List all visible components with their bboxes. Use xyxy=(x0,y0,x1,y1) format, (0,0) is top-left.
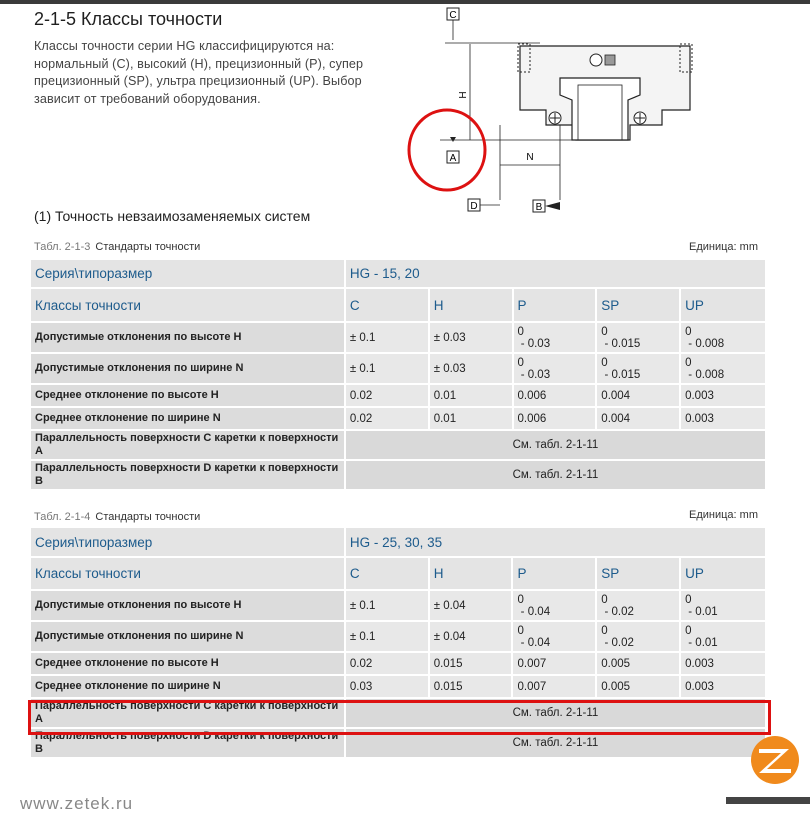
cell: 0 - 0.008 xyxy=(681,323,765,352)
cell: 0.015 xyxy=(430,653,512,674)
cell: ± 0.1 xyxy=(346,354,428,383)
cell: 0.004 xyxy=(597,385,679,406)
row-label: Среднее отклонение по ширине N xyxy=(31,408,344,429)
cell: 0.01 xyxy=(430,408,512,429)
cell: 0 - 0.03 xyxy=(514,354,596,383)
table-caption xyxy=(34,241,200,253)
cell: 0.007 xyxy=(513,653,595,674)
cell: 0 - 0.015 xyxy=(597,323,679,352)
rail-outline xyxy=(560,78,640,140)
diagram-label-n: N xyxy=(526,152,534,163)
cell: 0 - 0.01 xyxy=(681,591,765,620)
subsection-heading: (1) Точность невзаимозаменяемых систем xyxy=(34,208,311,224)
logo-bar xyxy=(726,797,810,804)
section-heading: 2-1-5 Классы точности xyxy=(34,9,223,29)
cell: 0.003 xyxy=(681,408,765,429)
table-caption-title: Стандарты точности xyxy=(95,241,201,253)
row-label: Параллельность поверхности C каретки к поверхности A xyxy=(31,699,344,727)
row-label: Среднее отклонение по ширине N xyxy=(31,676,344,697)
table-row xyxy=(31,622,765,651)
table-row xyxy=(31,323,765,352)
row-label: Допустимые отклонения по ширине N xyxy=(31,354,344,383)
row-label: Параллельность поверхности D каретки к поверхности B xyxy=(31,729,344,757)
series-header: Серия\типоразмер xyxy=(31,528,344,556)
unit-label: Единица: mm xyxy=(689,241,758,253)
class-p: P xyxy=(514,289,596,321)
cell: 0 - 0.01 xyxy=(681,622,765,651)
cell: 0.005 xyxy=(597,676,679,697)
class-c: C xyxy=(346,289,428,321)
intro-text: Классы точности серии HG классифицируются на: нормальный (C), высокий (H), прецизионный (P), супер прецизионный (SP), ультра прецизионный (UP). Выбор зависит от требований оборудования. xyxy=(34,39,364,106)
cell: 0 - 0.04 xyxy=(513,622,595,651)
class-sp: SP xyxy=(597,289,679,321)
class-sp: SP xyxy=(597,558,679,589)
classes-header: Классы точности xyxy=(31,558,344,589)
merged-cell: См. табл. 2-1-11 xyxy=(346,699,765,727)
row-label: Допустимые отклонения по высоте H xyxy=(31,591,344,620)
cell: 0.02 xyxy=(346,408,428,429)
unit-label: Единица: mm xyxy=(689,509,758,521)
table-caption xyxy=(34,511,200,523)
cell: 0.015 xyxy=(430,676,512,697)
row-label: Допустимые отклонения по ширине N xyxy=(31,622,344,651)
class-up: UP xyxy=(681,558,765,589)
series-header: Серия\типоразмер xyxy=(31,260,344,287)
table-caption-label: Табл. 2-1-3 xyxy=(34,241,91,253)
cell: 0 - 0.04 xyxy=(513,591,595,620)
table-row xyxy=(31,385,765,406)
table-caption-label: Табл. 2-1-4 xyxy=(34,511,91,523)
cell: 0.004 xyxy=(597,408,679,429)
cell: 0.003 xyxy=(681,385,765,406)
cell: 0.03 xyxy=(346,676,428,697)
table-row xyxy=(31,408,765,429)
svg-text:H: H xyxy=(458,91,469,99)
table-caption-title: Стандарты точности xyxy=(95,511,201,523)
diagram-label-b: B xyxy=(535,202,543,213)
cell: 0 - 0.02 xyxy=(597,591,679,620)
guide-block-diagram xyxy=(400,0,710,220)
cell: ± 0.04 xyxy=(430,622,512,651)
accuracy-table-1 xyxy=(29,258,767,491)
table-row xyxy=(31,461,765,489)
diagram-label-a: A xyxy=(449,153,457,164)
cell: 0 - 0.015 xyxy=(597,354,679,383)
class-h: H xyxy=(430,558,512,589)
cell: ± 0.04 xyxy=(430,591,512,620)
merged-cell: См. табл. 2-1-11 xyxy=(346,431,765,459)
series-value: HG - 15, 20 xyxy=(346,260,765,287)
merged-cell: См. табл. 2-1-11 xyxy=(346,729,765,757)
cell: 0.006 xyxy=(514,408,596,429)
cell: 0 - 0.008 xyxy=(681,354,765,383)
table-row xyxy=(31,676,765,697)
diagram-label-c: C xyxy=(449,10,457,21)
cell: 0.003 xyxy=(681,653,765,674)
cell: 0.02 xyxy=(346,653,428,674)
table-row xyxy=(31,354,765,383)
row-label: Параллельность поверхности C каретки к поверхности A xyxy=(31,431,344,459)
table-row xyxy=(31,653,765,674)
class-up: UP xyxy=(681,289,765,321)
row-label: Среднее отклонение по высоте H xyxy=(31,385,344,406)
cell: 0.01 xyxy=(430,385,512,406)
cell: 0 - 0.02 xyxy=(597,622,679,651)
class-c: C xyxy=(346,558,428,589)
cell: 0.02 xyxy=(346,385,428,406)
cell: ± 0.1 xyxy=(346,622,428,651)
diagram-label-d: D xyxy=(470,201,478,212)
row-label: Допустимые отклонения по высоте H xyxy=(31,323,344,352)
cell: ± 0.1 xyxy=(346,323,428,352)
zetek-logo-icon xyxy=(745,735,805,785)
series-value: HG - 25, 30, 35 xyxy=(346,528,765,556)
row-label: Среднее отклонение по высоте H xyxy=(31,653,344,674)
footer-url[interactable]: www.zetek.ru xyxy=(20,794,134,813)
row-label: Параллельность поверхности D каретки к поверхности B xyxy=(31,461,344,489)
highlight-rectangle xyxy=(28,700,771,735)
merged-cell: См. табл. 2-1-11 xyxy=(346,461,765,489)
cell: 0.003 xyxy=(681,676,765,697)
cell: 0.005 xyxy=(597,653,679,674)
cell: 0.006 xyxy=(514,385,596,406)
table-row xyxy=(31,591,765,620)
class-p: P xyxy=(513,558,595,589)
cell: ± 0.1 xyxy=(346,591,428,620)
highlight-circle xyxy=(409,110,485,190)
classes-header: Классы точности xyxy=(31,289,344,321)
cell: ± 0.03 xyxy=(430,354,512,383)
class-h: H xyxy=(430,289,512,321)
cell: 0 - 0.03 xyxy=(514,323,596,352)
table-row xyxy=(31,431,765,459)
cell: 0.007 xyxy=(513,676,595,697)
cell: ± 0.03 xyxy=(430,323,512,352)
